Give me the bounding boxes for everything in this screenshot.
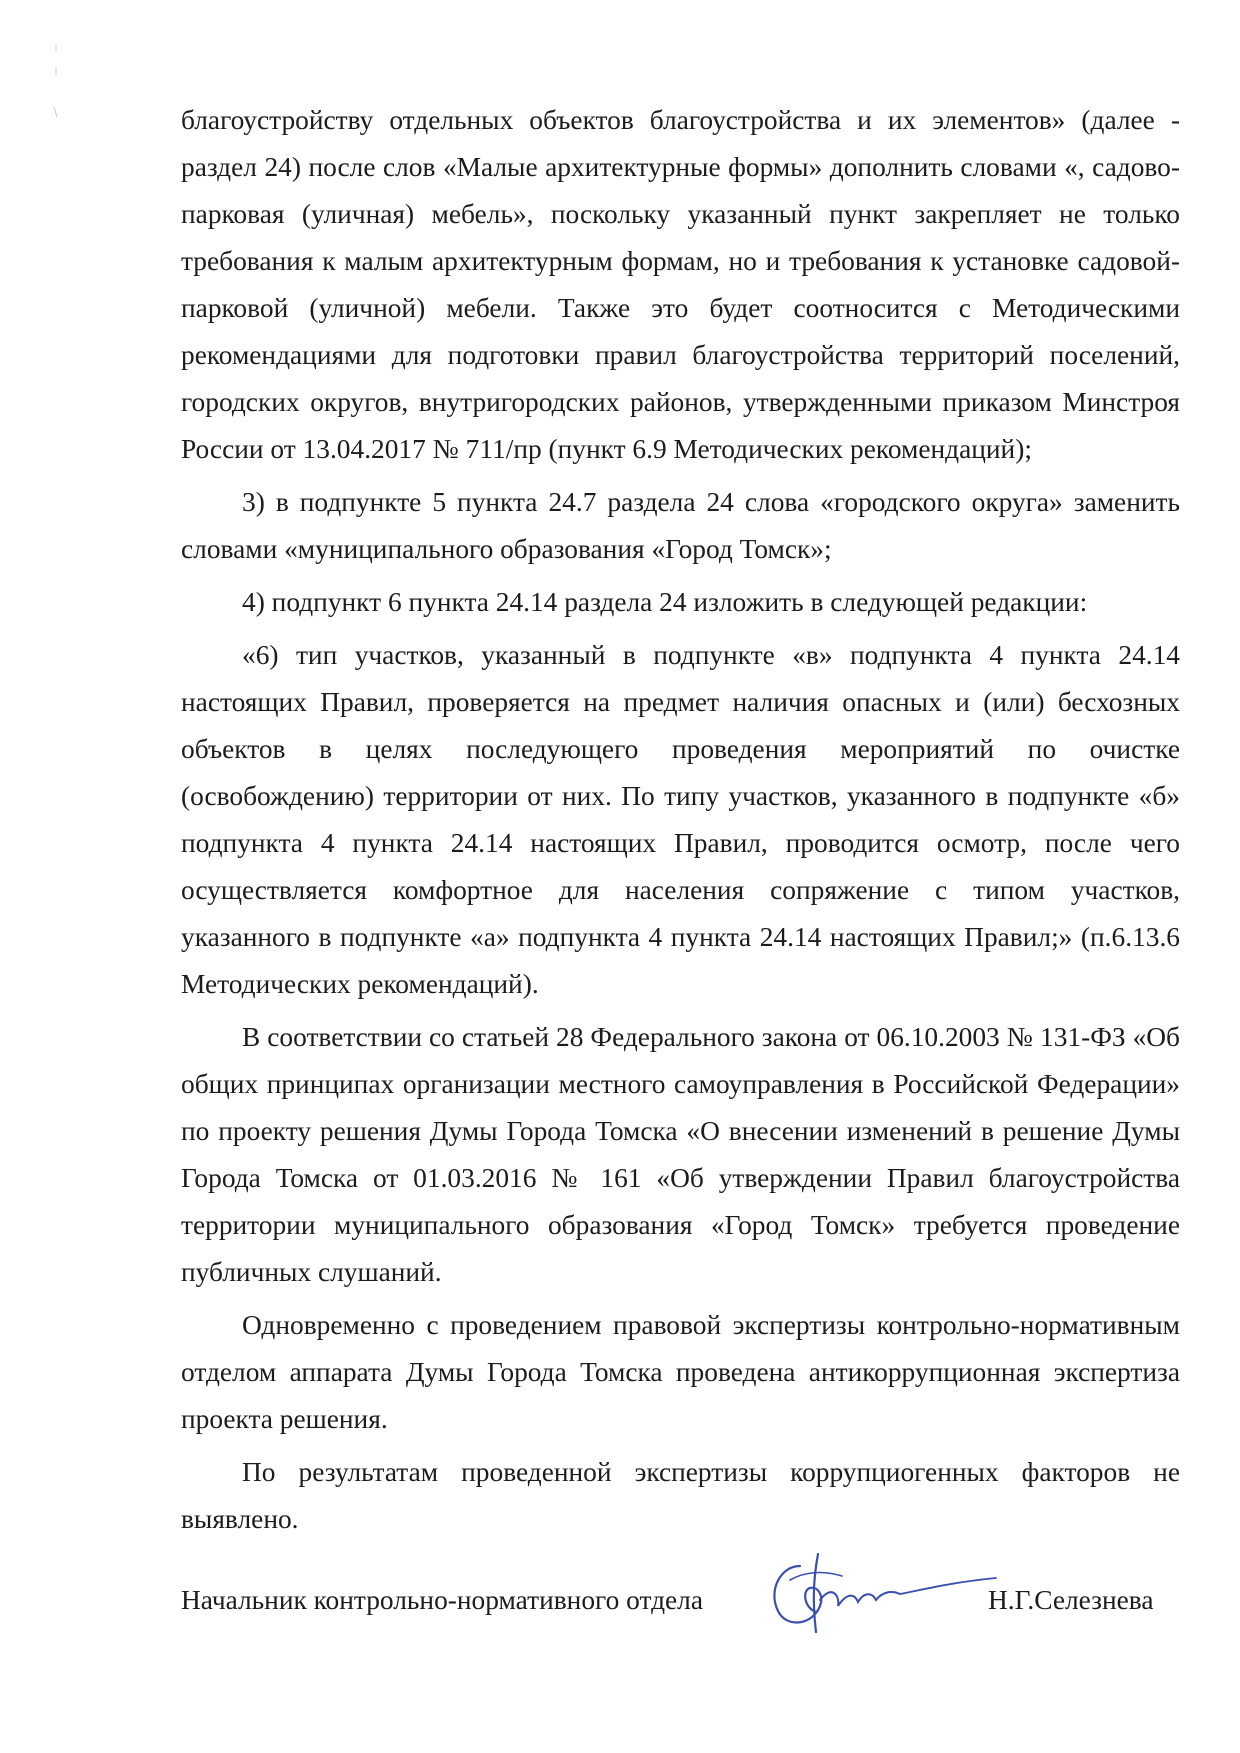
paragraph-continuation: благоустройству отдельных объектов благоустройства и их элементов» (далее - раздел 24) после слов «Малые архитектурные формы» дополнить словами «, садово-парковая (уличная) мебель», поскольку указанный пункт закрепляет не только требования к малым архитектурным формам, но и требования к установке садовой-парковой (уличной) мебели. Также это будет соотносится с Методическими рекомендациями для подготовки правил благоустройства территорий поселений, городских округов, внутригородских районов, утвержденными приказом Минстроя России от 13.04.2017 № 711/пр (пункт 6.9 Методических рекомендаций); (181, 105, 1180, 464)
scan-edge-marks (50, 45, 62, 135)
paragraph-results: По результатам проведенной экспертизы коррупциогенных факторов не выявлено. (181, 1457, 1180, 1534)
paragraph-item-4: 4) подпункт 6 пункта 24.14 раздела 24 изложить в следующей редакции: (242, 587, 1088, 617)
paragraph-expertise: Одновременно с проведением правовой экспертизы контрольно-нормативным отделом аппарата Думы Города Томска проведена антикоррупционная экспертиза проекта решения. (181, 1310, 1180, 1434)
signatory-name: Н.Г.Селезнева (988, 1585, 1154, 1615)
paragraph-quoted-text: «6) тип участков, указанный в подпункте «в» подпункта 4 пункта 24.14 настоящих Правил, проверяется на предмет наличия опасных и (или) бесхозных объектов в целях последующего проведения мероприятий по очистке (освобождению) территории от них. По типу участков, указанного в подпункте «б» подпункта 4 пункта 24.14 настоящих Правил, проводится осмотр, после чего осуществляется комфортное для населения сопряжение с типом участков, указанного в подпункте «а» подпункта 4 пункта 24.14 настоящих Правил;» (п.6.13.6 Методических рекомендаций). (181, 640, 1180, 999)
handwritten-signature (760, 1536, 1000, 1636)
signatory-title: Начальник контрольно-нормативного отдела (181, 1585, 703, 1615)
paragraph-item-3: 3) в подпункте 5 пункта 24.7 раздела 24 слова «городского округа» заменить словами «муниципального образования «Город Томск»; (181, 487, 1180, 564)
signature-block (181, 1585, 1181, 1635)
document-body (181, 97, 1180, 1549)
paragraph-federal-law: В соответствии со статьей 28 Федерального закона от 06.10.2003 № 131-ФЗ «Об общих принципах организации местного самоуправления в Российской Федерации» по проекту решения Думы Города Томска «О внесении изменений в решение Думы Города Томска от 01.03.2016 № 161 «Об утверждении Правил благоустройства территории муниципального образования «Город Томск» требуется проведение публичных слушаний. (181, 1022, 1180, 1287)
